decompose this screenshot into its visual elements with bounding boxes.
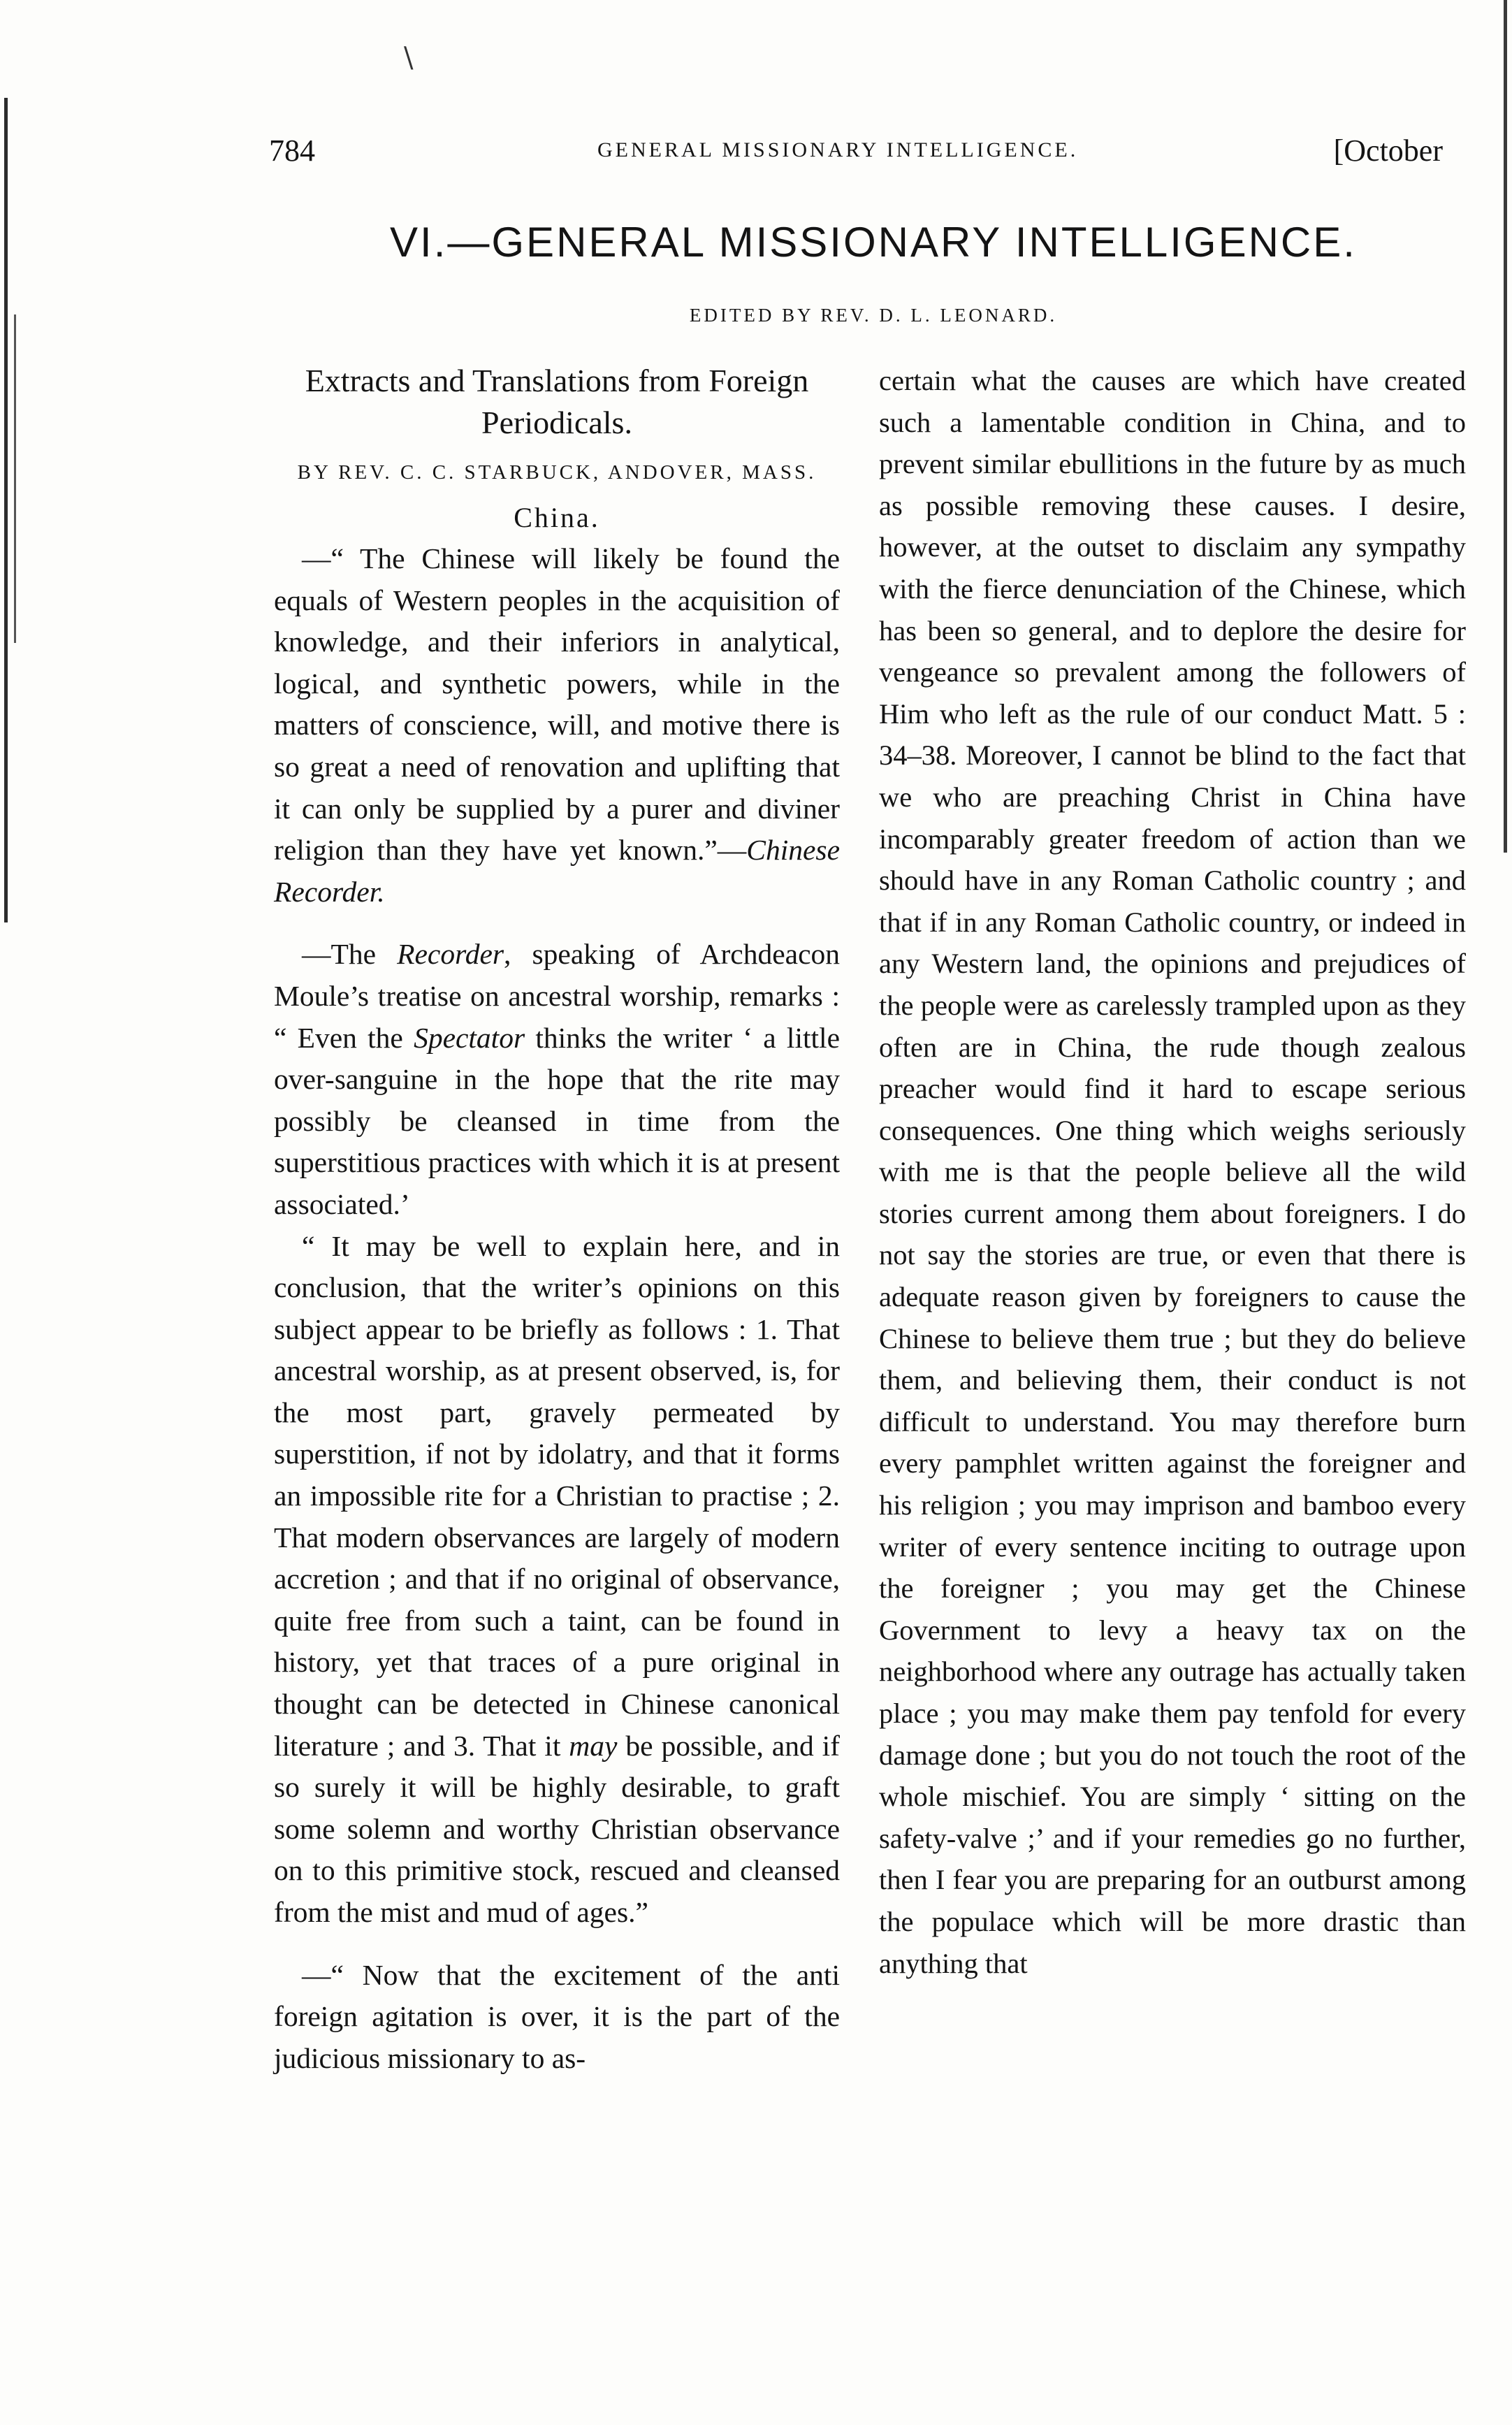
paragraph-2: —The Recorder, speaking of Archdeacon Moule’s treatise on ancestral worship, remarks : “ Even the Spectator thinks the writer ‘ a little over-sanguine in the hope that the rite may possibly be cleansed in time from the superstitious practices with which it is at present associated.’	[274, 938, 841, 1220]
article-byline: BY REV. C. C. STARBUCK, ANDOVER, MASS.	[297, 461, 817, 484]
paragraph-1: —“ The Chinese will likely be found the equals of Western peoples in the acquisition of knowledge, and their inferiors in analytical, logical, and synthetic powers, while in the matters of conscience, will, and motive there is so great a need of renovation and uplifting that it can only be supplied by a purer and diviner religion than they have yet known.”—Chinese Recorder.	[274, 542, 840, 908]
paragraph-4: —“ Now that the excitement of the anti foreign agitation is over, it is the part of the judicious missionary to as-	[274, 1958, 840, 2074]
section-title: VI.—GENERAL MISSIONARY INTELLIGENCE.	[390, 219, 1357, 266]
paragraph-3: “ It may be well to explain here, and in conclusion, that the writer’s opinions on this subject appear to be briefly as follows : 1. That ancestral worship, as at present observed, is, for the most part, gravely permeated by superstition, if not by idolatry, and that it forms an impossible rite for a Christian to practise ; 2. That modern observances are largely of modern accretion ; and that if no original of observance, quite free from such a taint, can be found in history, yet that traces of a pure original in thought can be detected in Chinese canonical literature ; and 3. That it may be possible, and if so surely it will be highly desirable, to graft some solemn and worthy Christian observance on to this primitive stock, rescued and cleansed from the mist and mud of ages.”	[274, 1229, 840, 1928]
running-head	[269, 133, 1443, 175]
scan-edge-mark	[1504, 0, 1507, 853]
left-column	[274, 360, 840, 2079]
editor-line: EDITED BY REV. D. L. LEONARD.	[689, 305, 1058, 326]
running-title: GENERAL MISSIONARY INTELLIGENCE.	[597, 138, 1079, 161]
right-column	[879, 360, 1466, 1984]
scan-edge-mark	[4, 98, 8, 922]
scan-fleck: \	[404, 42, 414, 74]
article-heading: Extracts and Translations from Foreign Periodicals.	[305, 363, 809, 440]
source-citation: Chinese Recorder.	[274, 834, 840, 908]
paragraph-continued: certain what the causes are which have created such a lamentable condition in China, and to prevent similar ebullitions in the future by as much as possible removing these causes. I desire, however, at the outset to disclaim any sympathy with the fierce denunciation of the Chinese, which has been so general, and to deplore the desire for vengeance so prevalent among the followers of Him who left as the rule of our conduct Matt. 5 : 34–38. Moreover, I cannot be blind to the fact that we who are preaching Christ in China have incomparably greater freedom of action than we should have in any Roman Catholic country ; and that if in any Roman Catholic country, or indeed in any Western land, the opinions and prejudices of the people were as carelessly trampled upon as they often are in China, the rude though zealous preacher would find it hard to escape serious consequences. One thing which weighs seriously with me is that the people believe all the wild stories current among them about foreigners. I do not say the stories are true, or even that there is adequate reason given by foreigners to cause the Chinese to believe them true ; but they do believe them, and believing them, their conduct is not difficult to understand. You may therefore burn every pamphlet written against the foreigner and his religion ; you may imprison and bamboo every writer of every sentence inciting to outrage upon the foreigner ; you may get the Chinese Government to levy a heavy tax on the neighborhood where any outrage has actually taken place ; you may make them pay tenfold for every damage done ; but you do not touch the root of the whole mischief. You are simply ‘ sitting on the safety-valve ;’ and if your remedies go no further, then I fear you are preparing for an outburst among the populace which will be more drastic than anything that	[879, 365, 1466, 1979]
running-month: [October	[1333, 133, 1443, 168]
page-number: 784	[269, 133, 315, 168]
scan-edge-mark	[14, 314, 16, 643]
country-heading: China.	[514, 502, 600, 533]
